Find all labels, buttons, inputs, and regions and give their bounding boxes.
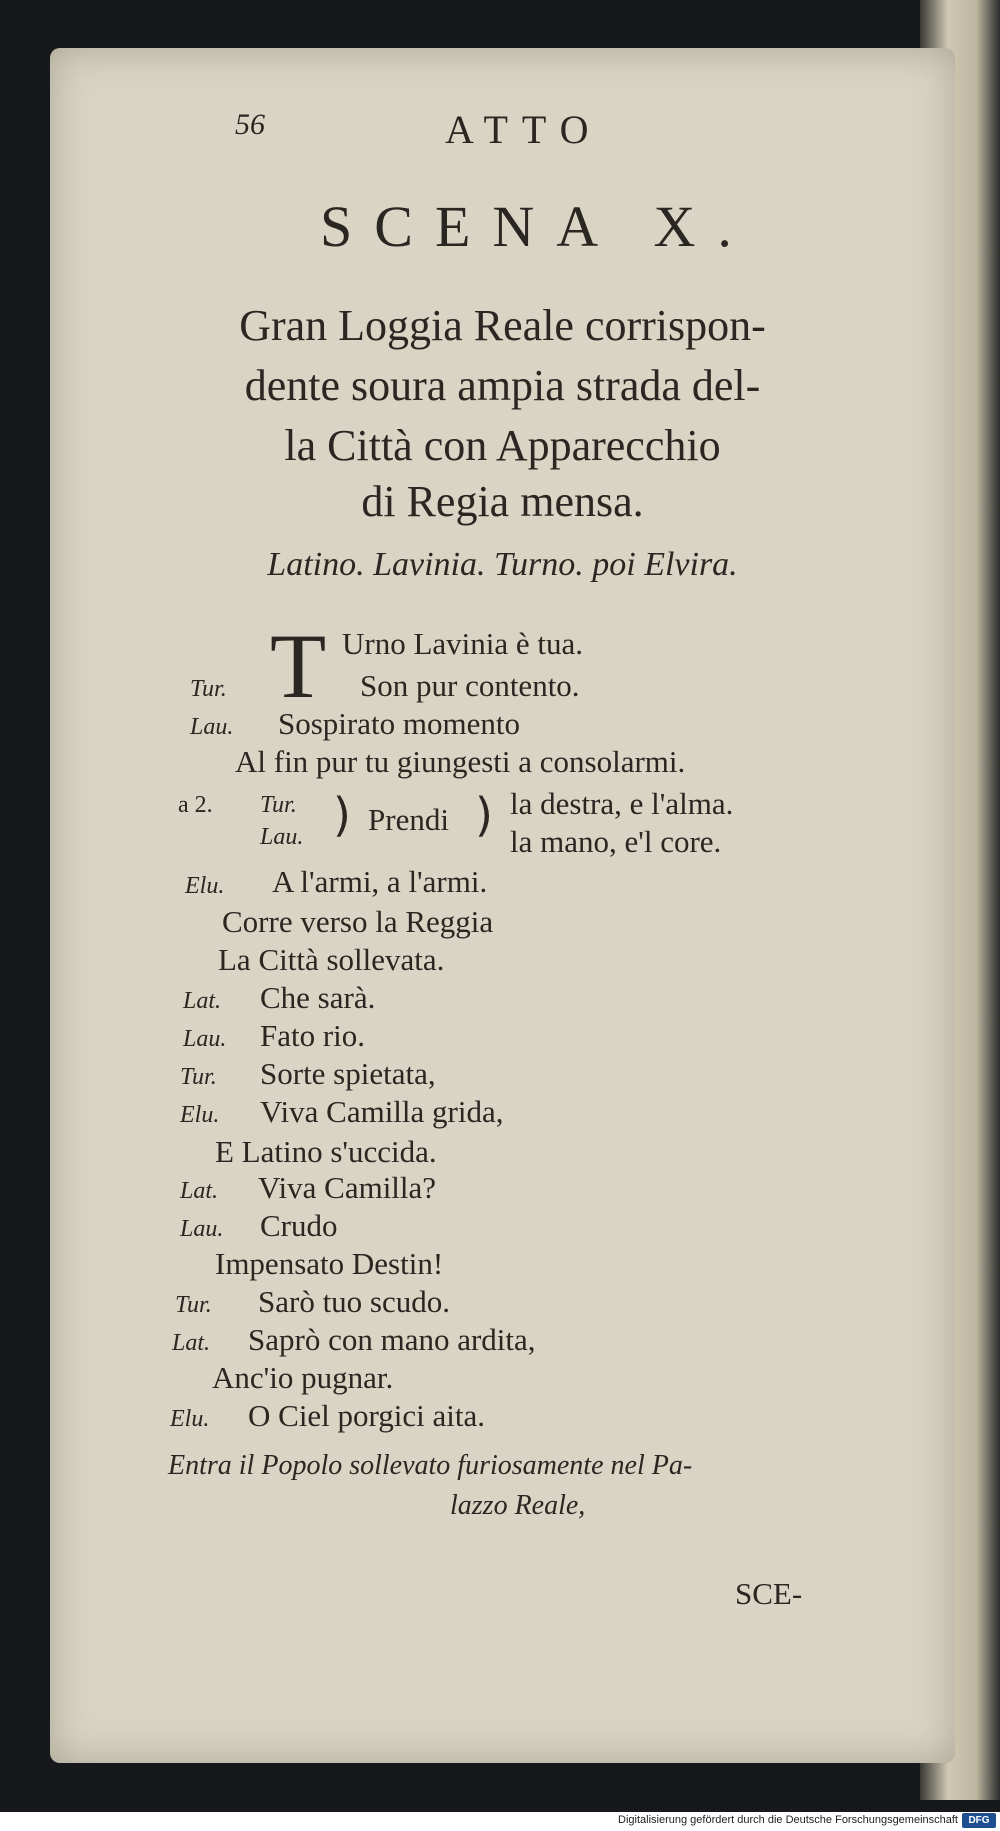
page-number: 56	[235, 108, 265, 141]
speaker-label: Elu.	[180, 1102, 220, 1128]
dialogue-line: Sarò tuo scudo.	[258, 1284, 451, 1319]
stage-direction: Entra il Popolo sollevato furiosamente nel Pa-	[168, 1450, 693, 1481]
dialogue-line: Crudo	[260, 1208, 338, 1243]
dialogue-line: Urno Lavinia è tua.	[342, 626, 584, 661]
dialogue-line: Fato rio.	[260, 1018, 366, 1053]
footer-credit: Digitalisierung gefördert durch die Deutsche Forschungsgemeinschaft	[618, 1814, 958, 1826]
dialogue-line: Che sarà.	[260, 980, 376, 1015]
speaker-label: Lau.	[260, 824, 304, 850]
speaker-label: Lau.	[183, 1026, 227, 1052]
dialogue-line: Saprò con mano ardita,	[248, 1322, 536, 1357]
speaker-label: Lat.	[183, 988, 222, 1014]
setting-line-2: dente soura ampia strada del-	[244, 361, 761, 410]
dialogue-line: Son pur contento.	[360, 668, 580, 703]
speaker-label: Lau.	[190, 714, 234, 740]
dialogue-line: Sospirato momento	[278, 706, 520, 741]
speaker-label: Tur.	[260, 792, 297, 818]
speaker-label: Lat.	[180, 1178, 219, 1204]
dialogue-line: la mano, e'l core.	[510, 824, 722, 859]
book-page	[50, 48, 955, 1763]
duet-label: a 2.	[178, 792, 213, 818]
duet-shared-word: Prendi	[368, 802, 449, 837]
dialogue-line: O Ciel porgici aita.	[248, 1398, 486, 1433]
dialogue-line: Anc'io pugnar.	[212, 1360, 394, 1395]
dialogue-line: La Città sollevata.	[218, 942, 445, 977]
speaker-label: Elu.	[185, 873, 225, 899]
dialogue-line: Impensato Destin!	[215, 1246, 444, 1281]
dialogue-line: Corre verso la Reggia	[222, 904, 494, 939]
setting-line-3: la Città con Apparecchio	[284, 421, 721, 470]
dialogue-line: Viva Camilla grida,	[260, 1094, 504, 1129]
brace-left: )	[333, 788, 351, 842]
speaker-label: Tur.	[175, 1292, 212, 1318]
setting-line-4: di Regia mensa.	[361, 477, 644, 526]
dialogue-line: Sorte spietata,	[260, 1056, 436, 1091]
setting-line-1: Gran Loggia Reale corrispon-	[239, 301, 766, 350]
dialogue-line: Viva Camilla?	[258, 1170, 437, 1205]
dialogue-line: E Latino s'uccida.	[215, 1134, 437, 1169]
speaker-label: Elu.	[170, 1406, 210, 1432]
character-list: Latino. Lavinia. Turno. poi Elvira.	[267, 546, 738, 583]
dialogue-line: Al fin pur tu giungesti a consolarmi.	[235, 744, 686, 779]
drop-cap: T	[270, 615, 327, 717]
speaker-label: Tur.	[190, 676, 227, 702]
speaker-label: Lat.	[172, 1330, 211, 1356]
dialogue-line: A l'armi, a l'armi.	[272, 864, 488, 899]
dfg-logo: DFG	[962, 1813, 996, 1828]
brace-right: )	[475, 788, 493, 842]
running-head: ATTO	[445, 107, 603, 152]
dialogue-line: la destra, e l'alma.	[510, 786, 734, 821]
speaker-label: Lau.	[180, 1216, 224, 1242]
speaker-label: Tur.	[180, 1064, 217, 1090]
scene-title: SCENA X.	[320, 194, 754, 259]
catchword: SCE-	[735, 1576, 803, 1611]
stage-direction: lazzo Reale,	[450, 1490, 586, 1521]
